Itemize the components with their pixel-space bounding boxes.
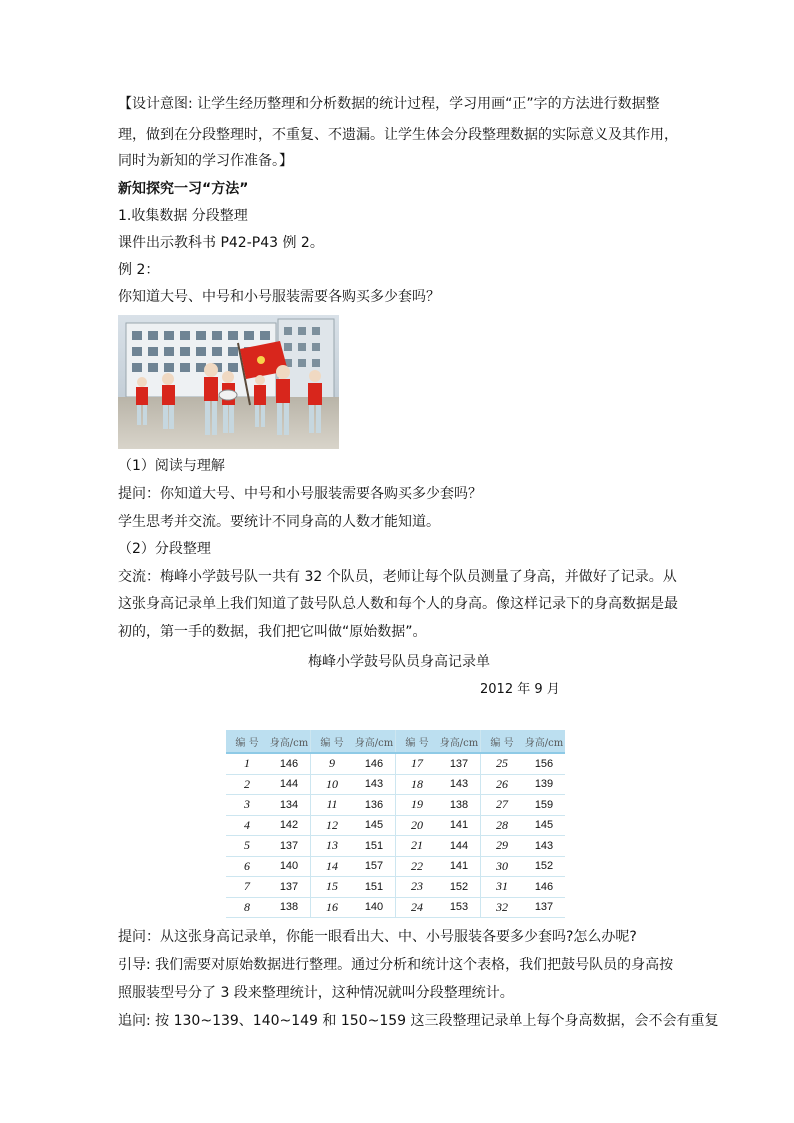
member-number: 23 xyxy=(396,877,439,898)
header-height: 身高/cm xyxy=(438,730,481,753)
header-number: 编 号 xyxy=(481,730,524,753)
design-intent-line-1: 【设计意图: 让学生经历整理和分析数据的统计过程，学习用画“正”字的方法进行数据整 xyxy=(118,96,660,112)
design-intent-line-3: 同时为新知的学习作准备。】 xyxy=(118,153,293,169)
example-question: 你知道大号、中号和小号服装需要各购买多少套吗？ xyxy=(118,289,440,305)
table-header-row xyxy=(226,730,565,753)
member-number: 1 xyxy=(226,753,268,774)
member-height: 143 xyxy=(523,836,565,857)
header-number: 编 号 xyxy=(311,730,354,753)
member-height: 141 xyxy=(438,856,481,877)
member-height: 144 xyxy=(438,836,481,857)
member-height: 137 xyxy=(523,897,565,918)
header-height: 身高/cm xyxy=(353,730,396,753)
exchange-line-3: 初的，第一手的数据，我们把它叫做“原始数据”。 xyxy=(118,624,427,640)
member-number: 30 xyxy=(481,856,524,877)
member-number: 17 xyxy=(396,753,439,774)
table-row xyxy=(226,774,565,795)
member-height: 144 xyxy=(268,774,311,795)
member-height: 156 xyxy=(523,753,565,774)
example-label: 例 2： xyxy=(118,262,160,278)
member-number: 25 xyxy=(481,753,524,774)
header-number: 编 号 xyxy=(396,730,439,753)
section-title: 新知探究一习“方法” xyxy=(118,181,249,197)
member-number: 3 xyxy=(226,795,268,816)
member-height: 146 xyxy=(353,753,396,774)
member-number: 8 xyxy=(226,897,268,918)
member-height: 134 xyxy=(268,795,311,816)
member-number: 12 xyxy=(311,815,354,836)
design-intent-line-2: 理，做到在分段整理时，不重复、不遗漏。让学生体会分段整理数据的实际意义及其作用， xyxy=(118,127,678,143)
member-height: 145 xyxy=(353,815,396,836)
height-record-table xyxy=(226,730,565,918)
member-height: 141 xyxy=(438,815,481,836)
header-height: 身高/cm xyxy=(523,730,565,753)
member-number: 27 xyxy=(481,795,524,816)
member-height: 145 xyxy=(523,815,565,836)
member-height: 137 xyxy=(438,753,481,774)
member-number: 9 xyxy=(311,753,354,774)
member-number: 18 xyxy=(396,774,439,795)
member-height: 157 xyxy=(353,856,396,877)
member-height: 143 xyxy=(353,774,396,795)
header-number: 编 号 xyxy=(226,730,268,753)
step-1-heading: 1.收集数据 分段整理 xyxy=(118,208,248,224)
guide-line-2: 照服装型号分了 3 段来整理统计，这种情况就叫分段整理统计。 xyxy=(118,985,514,1001)
member-number: 28 xyxy=(481,815,524,836)
member-height: 137 xyxy=(268,877,311,898)
member-height: 153 xyxy=(438,897,481,918)
member-number: 26 xyxy=(481,774,524,795)
member-height: 140 xyxy=(268,856,311,877)
member-number: 13 xyxy=(311,836,354,857)
table-row xyxy=(226,795,565,816)
member-number: 5 xyxy=(226,836,268,857)
member-number: 15 xyxy=(311,877,354,898)
member-number: 6 xyxy=(226,856,268,877)
table-row xyxy=(226,836,565,857)
drum-corps-photo xyxy=(118,315,339,449)
member-height: 151 xyxy=(353,836,396,857)
member-height: 159 xyxy=(523,795,565,816)
member-number: 21 xyxy=(396,836,439,857)
member-number: 31 xyxy=(481,877,524,898)
table-title: 梅峰小学鼓号队员身高记录单 xyxy=(308,654,490,670)
member-height: 137 xyxy=(268,836,311,857)
member-height: 146 xyxy=(523,877,565,898)
question-2: 提问：从这张身高记录单，你能一眼看出大、中、小号服装各要多少套吗?怎么办呢? xyxy=(118,929,637,945)
table-row xyxy=(226,815,565,836)
question-1: 提问：你知道大号、中号和小号服装需要各购买多少套吗？ xyxy=(118,486,482,502)
member-number: 14 xyxy=(311,856,354,877)
member-number: 19 xyxy=(396,795,439,816)
student-thinking: 学生思考并交流。要统计不同身高的人数才能知道。 xyxy=(118,514,440,530)
member-height: 146 xyxy=(268,753,311,774)
courseware-note: 课件出示教科书 P42-P43 例 2。 xyxy=(118,235,324,251)
header-height: 身高/cm xyxy=(268,730,311,753)
exchange-line-2: 这张身高记录单上我们知道了鼓号队总人数和每个人的身高。像这样记录下的身高数据是最 xyxy=(118,596,678,612)
member-height: 143 xyxy=(438,774,481,795)
member-height: 151 xyxy=(353,877,396,898)
member-height: 136 xyxy=(353,795,396,816)
member-number: 16 xyxy=(311,897,354,918)
exchange-line-1: 交流：梅峰小学鼓号队一共有 32 个队员，老师让每个队员测量了身高，并做好了记录。从 xyxy=(118,569,677,585)
member-height: 138 xyxy=(268,897,311,918)
member-height: 138 xyxy=(438,795,481,816)
member-number: 2 xyxy=(226,774,268,795)
follow-up-question: 追问: 按 130~139、140~149 和 150~159 这三段整理记录单上每个身高数据，会不会有重复 xyxy=(118,1013,719,1029)
part-2-heading: （2）分段整理 xyxy=(118,541,211,557)
table-date: 2012 年 9 月 xyxy=(480,682,560,697)
table-row xyxy=(226,877,565,898)
member-number: 7 xyxy=(226,877,268,898)
table-row xyxy=(226,856,565,877)
member-number: 11 xyxy=(311,795,354,816)
member-number: 32 xyxy=(481,897,524,918)
member-height: 142 xyxy=(268,815,311,836)
guide-line-1: 引导: 我们需要对原始数据进行整理。通过分析和统计这个表格，我们把鼓号队员的身高按 xyxy=(118,957,674,973)
member-number: 20 xyxy=(396,815,439,836)
member-number: 10 xyxy=(311,774,354,795)
part-1-heading: （1）阅读与理解 xyxy=(118,458,225,474)
member-height: 152 xyxy=(523,856,565,877)
member-number: 29 xyxy=(481,836,524,857)
member-number: 4 xyxy=(226,815,268,836)
member-height: 139 xyxy=(523,774,565,795)
member-number: 24 xyxy=(396,897,439,918)
table-row xyxy=(226,897,565,918)
member-number: 22 xyxy=(396,856,439,877)
member-height: 140 xyxy=(353,897,396,918)
member-height: 152 xyxy=(438,877,481,898)
table-row xyxy=(226,753,565,774)
